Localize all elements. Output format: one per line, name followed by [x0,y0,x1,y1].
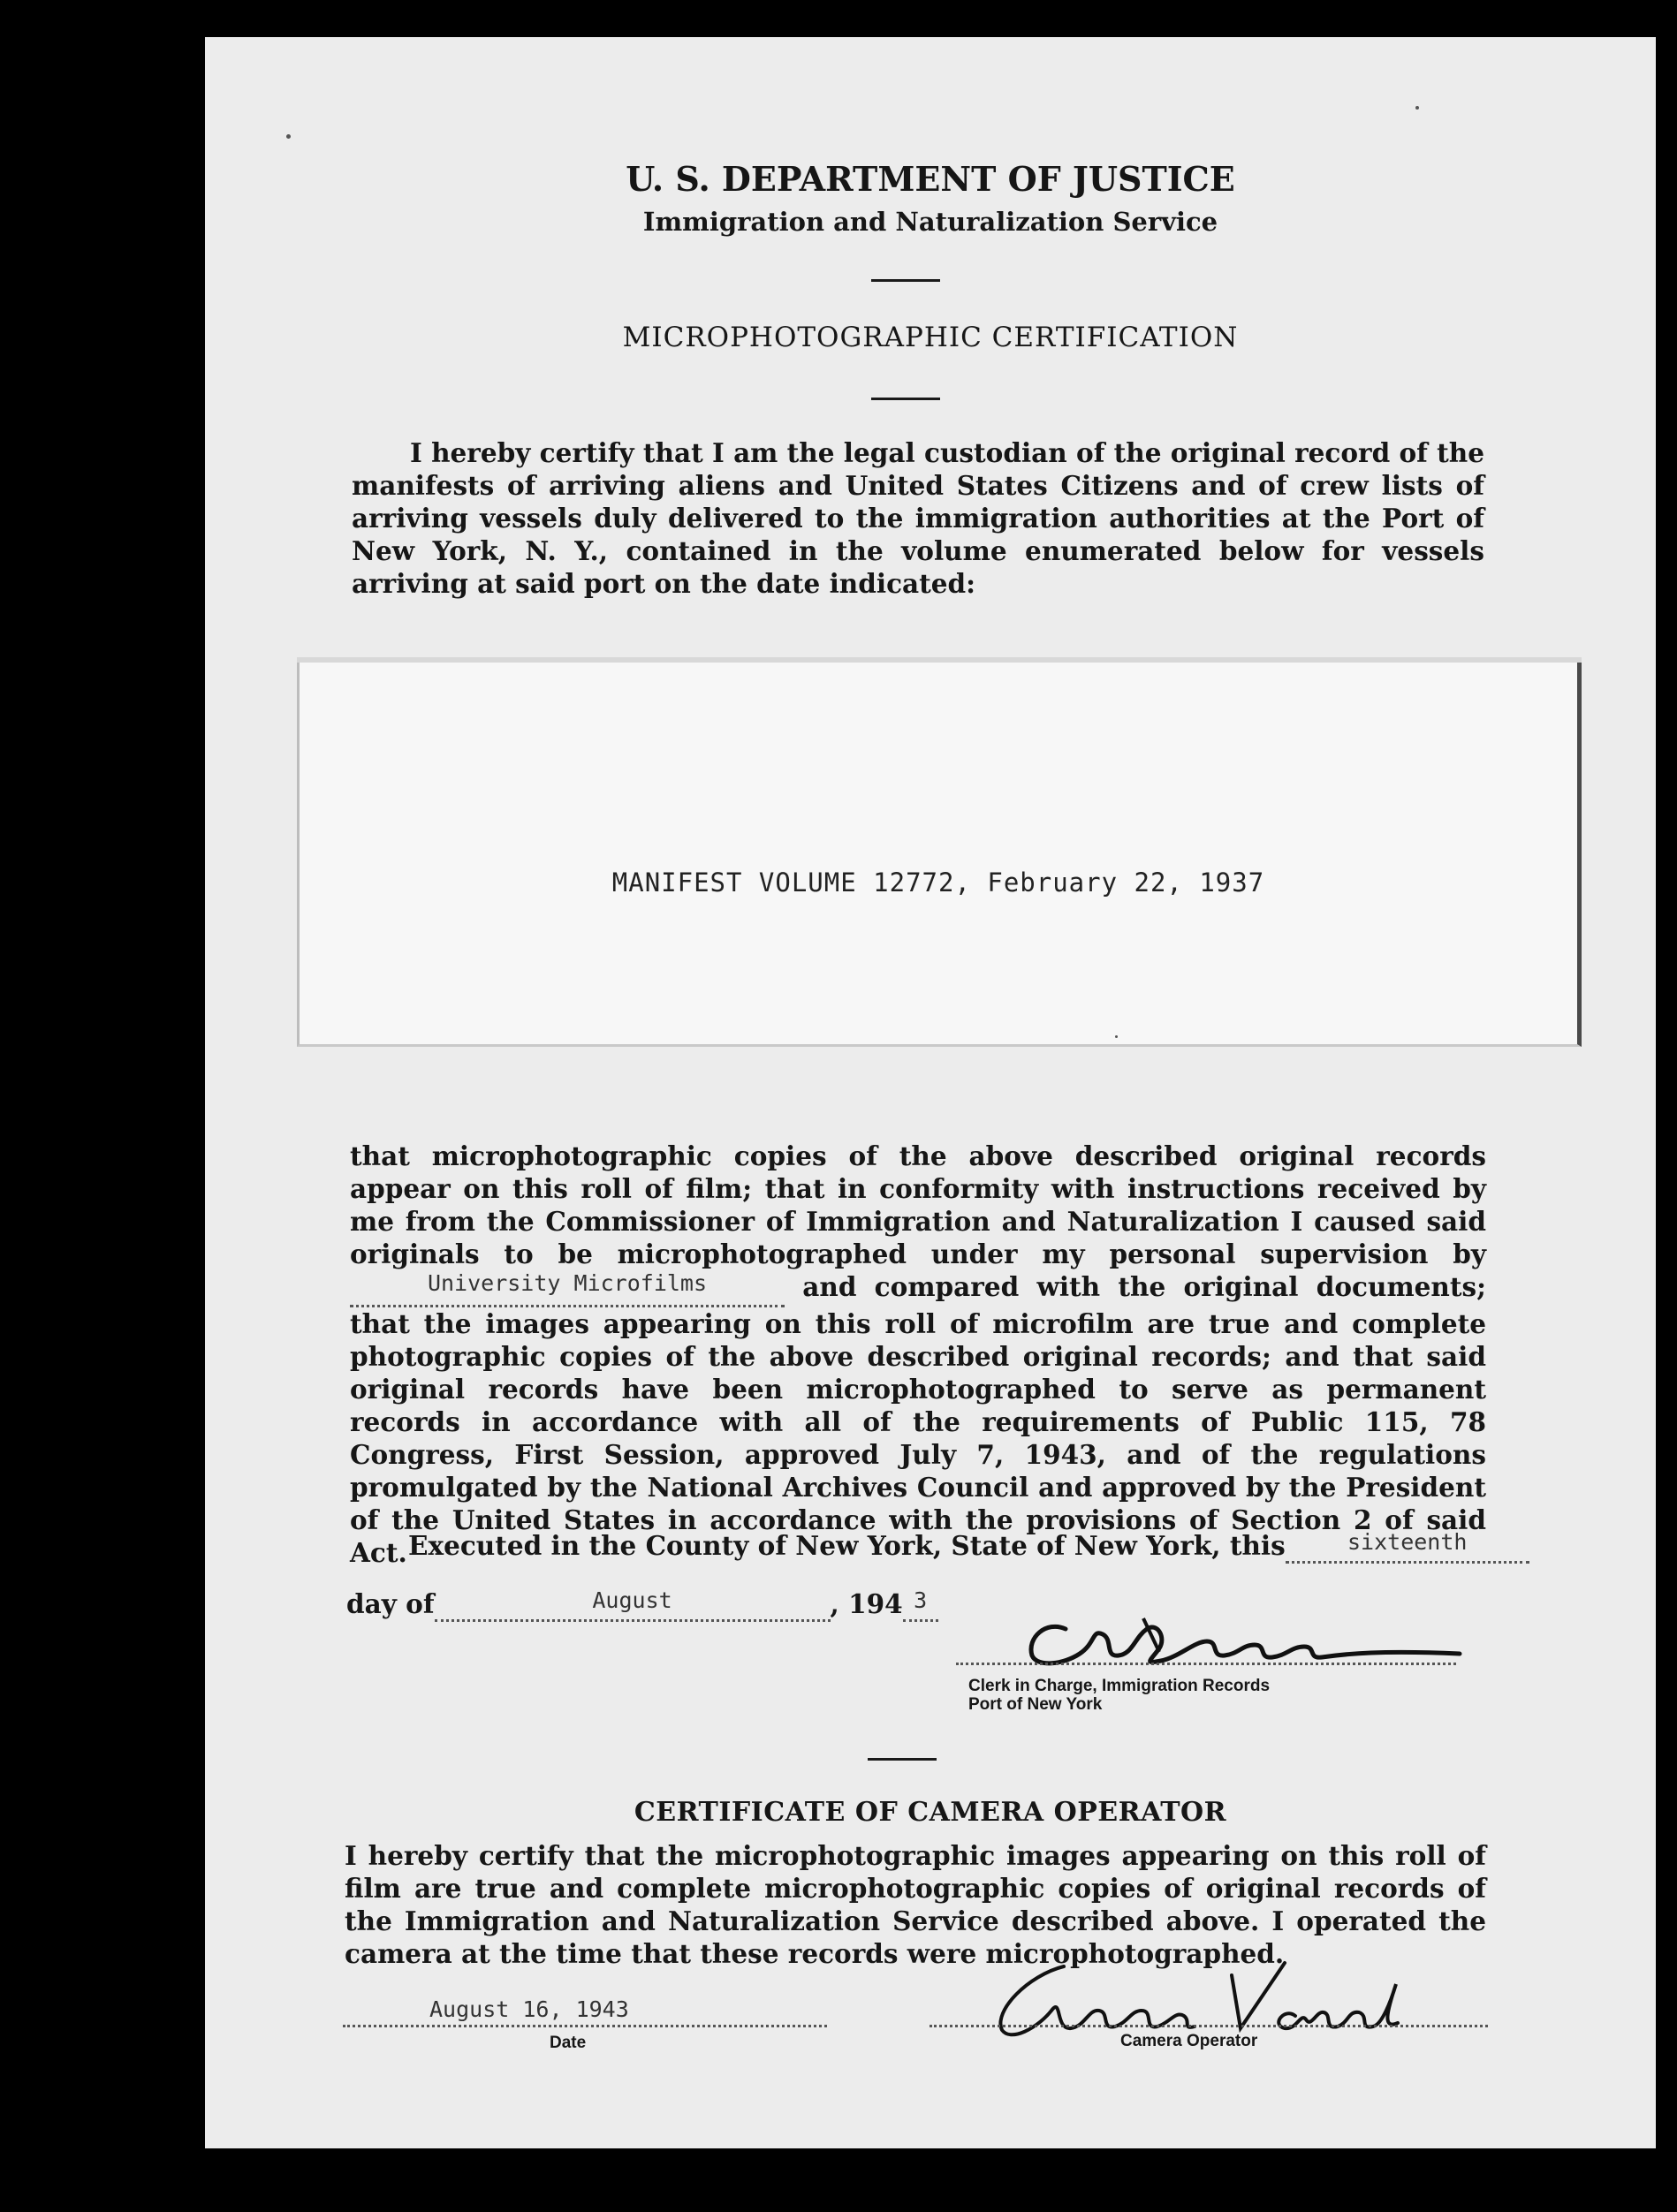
service-subheading: Immigration and Naturalization Service [642,207,1218,237]
year-digit-field [903,1588,938,1622]
date-line [343,2025,827,2027]
year-digit-value: 3 [914,1587,928,1613]
film-speck [286,134,291,139]
clerk-title [968,1677,1270,1714]
operator-paragraph: I hereby certify that the microphotographic images appearing on this roll of film are true and complete microphotographic copies of original records of the Immigration and Naturalization Service described above. I operated the camera at the time that these records were microphotographed. [345,1840,1486,1969]
divider [871,279,940,282]
divider [868,1758,937,1761]
operator-caption: Camera Operator [1120,2032,1258,2050]
clerk-office-line: Port of New York [968,1695,1103,1714]
operator-certificate-title: CERTIFICATE OF CAMERA OPERATOR [634,1797,1227,1828]
day-of-line [346,1588,938,1622]
filmer-value: University Microfilms [427,1270,708,1296]
agency-heading: U. S. DEPARTMENT OF JUSTICE [626,159,1235,199]
body-text-before-filmer: that microphotographic copies of the above described original records appear on this roll of film; that in conformity with instructions received by me from the Commissioner of Immigration and Naturalization I caused said originals to be microphotographed under my personal supervision by [350,1140,1486,1269]
certificate-page [205,37,1656,2148]
executed-day-field [1286,1530,1529,1564]
clerk-signature-line [956,1663,1456,1665]
executed-month-value: August [592,1587,672,1613]
operator-date-value: August 16, 1943 [429,1996,629,2022]
manifest-entry: MANIFEST VOLUME 12772, February 22, 1937 [611,867,1265,898]
filmer-field [350,1270,785,1307]
divider [871,398,940,400]
certification-title: MICROPHOTOGRAPHIC CERTIFICATION [622,322,1239,353]
body-text-after-filmer: and compared with the original documents; that the images appearing on this roll of microfilm are true and complete photographic copies of the above described original records; and that said original records have been microphotographed to serve as permanent records in accordance with all of the requirements of Public 115, 78 Congress, First Session, approved July 7, 1943, and of the regulations promulgated by the National Archives Council and approved by the President of the United States in accordance with the provisions of Section 2 of said Act. [350,1271,1486,1568]
clerk-title-line: Clerk in Charge, Immigration Records [968,1677,1271,1695]
executed-text: Executed in the County of New York, State of New York, this [408,1530,1286,1561]
executed-month-field [435,1588,831,1622]
executed-day-value: sixteenth [1347,1529,1468,1555]
date-caption: Date [550,2034,587,2052]
intro-paragraph: I hereby certify that I am the legal custodian of the original record of the manifests of arriving aliens and United States Citizens and of crew lists of arriving vessels duly delivered to the immigration authorities at the Port of New York, N. Y., contained in the volume enumerated below for vessels arriving at said port on the date indicated: [352,437,1484,599]
film-speck [1415,106,1419,110]
operator-signature-line [930,2025,1488,2027]
film-speck [1115,1035,1118,1038]
day-of-label: day of [346,1588,435,1619]
executed-line [408,1530,1529,1564]
year-prefix: , 194 [830,1588,903,1619]
manifest-inset-slip [297,663,1582,1047]
certification-body [350,1140,1486,1569]
